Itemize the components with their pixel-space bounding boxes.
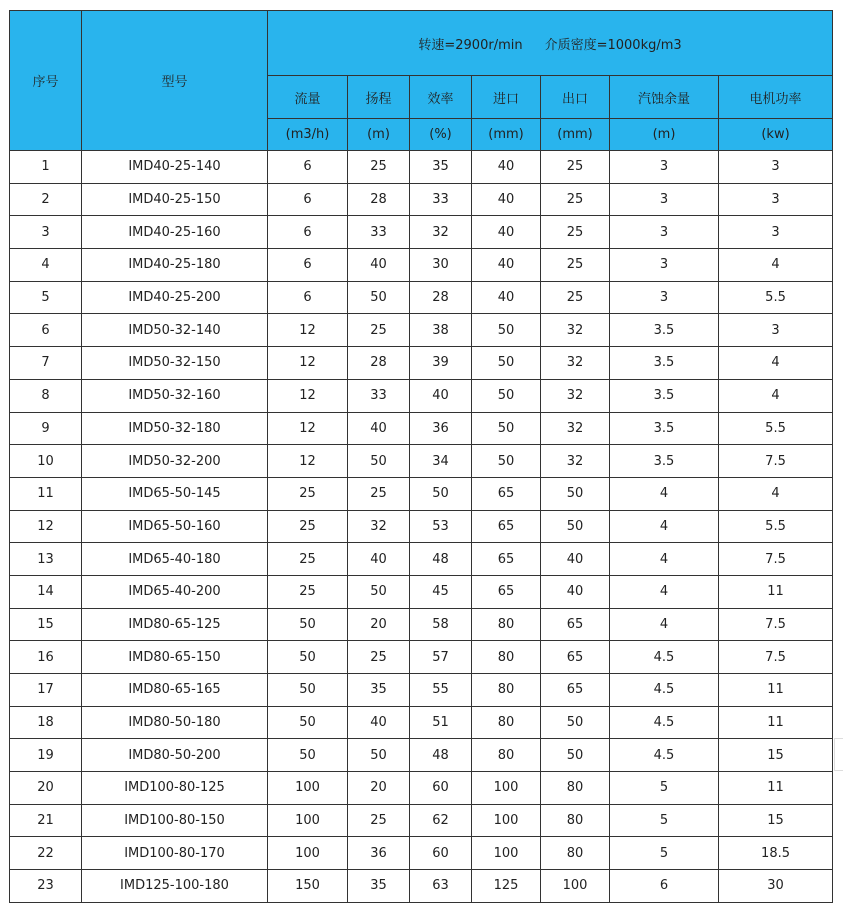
cell-model: IMD65-40-200 [82, 575, 268, 608]
cell-head: 32 [348, 510, 410, 543]
cell-head: 25 [348, 151, 410, 184]
cell-npsh: 5 [610, 837, 719, 870]
table-row [10, 837, 833, 870]
cell-flow: 12 [268, 412, 348, 445]
unit-head: (m) [348, 119, 410, 151]
cell-head: 33 [348, 379, 410, 412]
cell-inlet: 40 [472, 183, 541, 216]
cell-outlet: 50 [541, 477, 610, 510]
cell-motor-power: 4 [719, 477, 833, 510]
cell-npsh: 4 [610, 510, 719, 543]
cell-index: 11 [10, 477, 82, 510]
cell-npsh: 4.5 [610, 739, 719, 772]
cell-efficiency: 60 [410, 837, 472, 870]
cell-outlet: 25 [541, 249, 610, 282]
cell-index: 3 [10, 216, 82, 249]
cell-outlet: 65 [541, 608, 610, 641]
cell-flow: 50 [268, 674, 348, 707]
cell-outlet: 65 [541, 674, 610, 707]
cell-model: IMD50-32-200 [82, 445, 268, 478]
cell-head: 35 [348, 870, 410, 903]
cell-npsh: 3 [610, 216, 719, 249]
cell-model: IMD80-65-125 [82, 608, 268, 641]
table-row [10, 772, 833, 805]
cell-model: IMD125-100-180 [82, 870, 268, 903]
cell-inlet: 125 [472, 870, 541, 903]
cell-flow: 50 [268, 739, 348, 772]
cell-outlet: 25 [541, 216, 610, 249]
cell-head: 40 [348, 249, 410, 282]
cell-npsh: 3.5 [610, 445, 719, 478]
cell-model: IMD50-32-180 [82, 412, 268, 445]
cell-flow: 25 [268, 543, 348, 576]
cell-motor-power: 5.5 [719, 510, 833, 543]
cell-efficiency: 33 [410, 183, 472, 216]
table-row [10, 739, 833, 772]
table-row [10, 216, 833, 249]
cell-efficiency: 39 [410, 347, 472, 380]
unit-flow: (m3/h) [268, 119, 348, 151]
cell-head: 40 [348, 412, 410, 445]
cell-head: 20 [348, 772, 410, 805]
table-row [10, 314, 833, 347]
cell-model: IMD40-25-200 [82, 281, 268, 314]
cell-index: 22 [10, 837, 82, 870]
header-model: 型号 [82, 11, 268, 151]
unit-npsh: (m) [610, 119, 719, 151]
cell-head: 50 [348, 445, 410, 478]
cell-inlet: 50 [472, 445, 541, 478]
cell-npsh: 4 [610, 608, 719, 641]
cell-head: 28 [348, 347, 410, 380]
header-flow: 流量 [268, 76, 348, 119]
cell-efficiency: 63 [410, 870, 472, 903]
cell-flow: 25 [268, 575, 348, 608]
cell-inlet: 50 [472, 379, 541, 412]
cell-index: 6 [10, 314, 82, 347]
cell-motor-power: 4 [719, 347, 833, 380]
cell-flow: 12 [268, 445, 348, 478]
cell-index: 18 [10, 706, 82, 739]
table-row [10, 870, 833, 903]
cell-efficiency: 62 [410, 804, 472, 837]
cell-npsh: 4 [610, 575, 719, 608]
table-row [10, 347, 833, 380]
cell-efficiency: 48 [410, 739, 472, 772]
table-row [10, 281, 833, 314]
cell-motor-power: 3 [719, 151, 833, 184]
unit-efficiency: (%) [410, 119, 472, 151]
cell-model: IMD40-25-180 [82, 249, 268, 282]
cell-motor-power: 30 [719, 870, 833, 903]
cell-flow: 12 [268, 314, 348, 347]
cell-efficiency: 57 [410, 641, 472, 674]
cell-motor-power: 3 [719, 183, 833, 216]
table-row [10, 804, 833, 837]
cell-inlet: 80 [472, 641, 541, 674]
cell-model: IMD80-50-200 [82, 739, 268, 772]
cell-flow: 50 [268, 706, 348, 739]
cell-motor-power: 7.5 [719, 445, 833, 478]
cell-efficiency: 40 [410, 379, 472, 412]
cell-head: 20 [348, 608, 410, 641]
table-row [10, 412, 833, 445]
cell-inlet: 100 [472, 837, 541, 870]
cell-inlet: 40 [472, 249, 541, 282]
cell-npsh: 3 [610, 183, 719, 216]
table-row [10, 379, 833, 412]
cell-outlet: 25 [541, 281, 610, 314]
cell-npsh: 3 [610, 249, 719, 282]
cell-outlet: 65 [541, 641, 610, 674]
header-inlet: 进口 [472, 76, 541, 119]
cell-index: 15 [10, 608, 82, 641]
cell-model: IMD65-40-180 [82, 543, 268, 576]
cell-npsh: 4 [610, 477, 719, 510]
cell-efficiency: 45 [410, 575, 472, 608]
cell-model: IMD65-50-160 [82, 510, 268, 543]
cell-model: IMD40-25-150 [82, 183, 268, 216]
cell-efficiency: 50 [410, 477, 472, 510]
cell-efficiency: 48 [410, 543, 472, 576]
cell-index: 14 [10, 575, 82, 608]
cell-outlet: 25 [541, 151, 610, 184]
cell-flow: 12 [268, 347, 348, 380]
cell-inlet: 80 [472, 674, 541, 707]
table-header [10, 11, 833, 151]
cell-motor-power: 3 [719, 216, 833, 249]
cell-npsh: 3.5 [610, 412, 719, 445]
cell-index: 8 [10, 379, 82, 412]
cell-inlet: 50 [472, 314, 541, 347]
cell-outlet: 32 [541, 412, 610, 445]
cell-flow: 6 [268, 216, 348, 249]
pump-spec-table [9, 10, 833, 903]
cell-npsh: 3 [610, 281, 719, 314]
table-row [10, 477, 833, 510]
cell-head: 28 [348, 183, 410, 216]
cell-efficiency: 38 [410, 314, 472, 347]
cell-index: 19 [10, 739, 82, 772]
cell-efficiency: 30 [410, 249, 472, 282]
cell-efficiency: 35 [410, 151, 472, 184]
cell-outlet: 40 [541, 543, 610, 576]
header-motor-power: 电机功率 [719, 76, 833, 119]
header-head: 扬程 [348, 76, 410, 119]
cell-outlet: 80 [541, 804, 610, 837]
cell-outlet: 80 [541, 837, 610, 870]
cell-motor-power: 18.5 [719, 837, 833, 870]
cell-flow: 25 [268, 510, 348, 543]
cell-head: 25 [348, 641, 410, 674]
table-row [10, 445, 833, 478]
cell-flow: 6 [268, 281, 348, 314]
header-index: 序号 [10, 11, 82, 151]
cell-npsh: 5 [610, 804, 719, 837]
unit-inlet: (mm) [472, 119, 541, 151]
table-row [10, 641, 833, 674]
cell-model: IMD50-32-140 [82, 314, 268, 347]
cell-npsh: 4 [610, 543, 719, 576]
cell-head: 50 [348, 281, 410, 314]
header-npsh: 汽蚀余量 [610, 76, 719, 119]
header-outlet: 出口 [541, 76, 610, 119]
cell-index: 12 [10, 510, 82, 543]
table-body [10, 151, 833, 903]
cell-efficiency: 36 [410, 412, 472, 445]
cell-npsh: 4.5 [610, 706, 719, 739]
cell-index: 20 [10, 772, 82, 805]
cell-index: 5 [10, 281, 82, 314]
cell-index: 17 [10, 674, 82, 707]
cell-outlet: 50 [541, 706, 610, 739]
cell-index: 4 [10, 249, 82, 282]
cell-motor-power: 7.5 [719, 641, 833, 674]
cell-motor-power: 5.5 [719, 281, 833, 314]
cell-flow: 25 [268, 477, 348, 510]
cell-npsh: 3.5 [610, 379, 719, 412]
table-row [10, 510, 833, 543]
cell-inlet: 65 [472, 543, 541, 576]
cell-outlet: 40 [541, 575, 610, 608]
table-row [10, 249, 833, 282]
cell-npsh: 4.5 [610, 641, 719, 674]
cell-motor-power: 11 [719, 772, 833, 805]
cell-outlet: 25 [541, 183, 610, 216]
cell-index: 9 [10, 412, 82, 445]
cell-index: 10 [10, 445, 82, 478]
cell-inlet: 80 [472, 608, 541, 641]
cell-model: IMD80-65-165 [82, 674, 268, 707]
cell-head: 40 [348, 543, 410, 576]
cell-index: 21 [10, 804, 82, 837]
cell-index: 16 [10, 641, 82, 674]
cell-model: IMD80-65-150 [82, 641, 268, 674]
cell-motor-power: 5.5 [719, 412, 833, 445]
cell-efficiency: 53 [410, 510, 472, 543]
condition-speed: 转速=2900r/min [418, 37, 523, 53]
cell-outlet: 50 [541, 739, 610, 772]
edge-scroll-marker [834, 738, 843, 771]
cell-model: IMD100-80-170 [82, 837, 268, 870]
cell-outlet: 32 [541, 347, 610, 380]
cell-npsh: 3.5 [610, 314, 719, 347]
cell-head: 25 [348, 314, 410, 347]
cell-efficiency: 58 [410, 608, 472, 641]
cell-head: 36 [348, 837, 410, 870]
cell-efficiency: 32 [410, 216, 472, 249]
cell-head: 25 [348, 477, 410, 510]
table-row [10, 608, 833, 641]
cell-npsh: 3 [610, 151, 719, 184]
cell-model: IMD50-32-150 [82, 347, 268, 380]
cell-inlet: 40 [472, 151, 541, 184]
cell-model: IMD65-50-145 [82, 477, 268, 510]
cell-model: IMD100-80-150 [82, 804, 268, 837]
cell-index: 23 [10, 870, 82, 903]
cell-inlet: 80 [472, 706, 541, 739]
cell-motor-power: 4 [719, 379, 833, 412]
cell-outlet: 50 [541, 510, 610, 543]
header-efficiency: 效率 [410, 76, 472, 119]
cell-flow: 6 [268, 249, 348, 282]
cell-flow: 50 [268, 641, 348, 674]
cell-head: 25 [348, 804, 410, 837]
table-row [10, 183, 833, 216]
cell-index: 7 [10, 347, 82, 380]
cell-flow: 100 [268, 837, 348, 870]
cell-flow: 100 [268, 804, 348, 837]
cell-efficiency: 51 [410, 706, 472, 739]
cell-flow: 100 [268, 772, 348, 805]
cell-index: 13 [10, 543, 82, 576]
cell-inlet: 100 [472, 804, 541, 837]
table-row [10, 706, 833, 739]
table-row [10, 151, 833, 184]
cell-head: 35 [348, 674, 410, 707]
unit-motor-power: (kw) [719, 119, 833, 151]
cell-motor-power: 4 [719, 249, 833, 282]
cell-model: IMD40-25-160 [82, 216, 268, 249]
cell-model: IMD40-25-140 [82, 151, 268, 184]
cell-inlet: 40 [472, 281, 541, 314]
condition-density: 介质密度=1000kg/m3 [544, 37, 682, 53]
cell-head: 40 [348, 706, 410, 739]
operating-conditions [268, 11, 833, 76]
cell-inlet: 100 [472, 772, 541, 805]
cell-motor-power: 7.5 [719, 543, 833, 576]
cell-motor-power: 15 [719, 739, 833, 772]
cell-index: 1 [10, 151, 82, 184]
table-row [10, 575, 833, 608]
cell-outlet: 100 [541, 870, 610, 903]
table-row [10, 543, 833, 576]
cell-npsh: 4.5 [610, 674, 719, 707]
cell-npsh: 3.5 [610, 347, 719, 380]
unit-outlet: (mm) [541, 119, 610, 151]
cell-inlet: 50 [472, 347, 541, 380]
cell-flow: 6 [268, 151, 348, 184]
cell-head: 50 [348, 575, 410, 608]
cell-npsh: 6 [610, 870, 719, 903]
cell-outlet: 32 [541, 445, 610, 478]
cell-flow: 150 [268, 870, 348, 903]
cell-motor-power: 11 [719, 706, 833, 739]
cell-npsh: 5 [610, 772, 719, 805]
cell-motor-power: 15 [719, 804, 833, 837]
cell-inlet: 40 [472, 216, 541, 249]
cell-efficiency: 55 [410, 674, 472, 707]
cell-inlet: 65 [472, 477, 541, 510]
cell-flow: 12 [268, 379, 348, 412]
cell-inlet: 65 [472, 575, 541, 608]
cell-outlet: 80 [541, 772, 610, 805]
cell-model: IMD50-32-160 [82, 379, 268, 412]
cell-motor-power: 3 [719, 314, 833, 347]
cell-flow: 50 [268, 608, 348, 641]
cell-efficiency: 60 [410, 772, 472, 805]
cell-outlet: 32 [541, 379, 610, 412]
cell-outlet: 32 [541, 314, 610, 347]
cell-efficiency: 34 [410, 445, 472, 478]
cell-head: 50 [348, 739, 410, 772]
cell-model: IMD100-80-125 [82, 772, 268, 805]
cell-inlet: 65 [472, 510, 541, 543]
cell-inlet: 80 [472, 739, 541, 772]
cell-inlet: 50 [472, 412, 541, 445]
cell-motor-power: 11 [719, 575, 833, 608]
cell-efficiency: 28 [410, 281, 472, 314]
cell-motor-power: 11 [719, 674, 833, 707]
cell-model: IMD80-50-180 [82, 706, 268, 739]
table-row [10, 674, 833, 707]
cell-motor-power: 7.5 [719, 608, 833, 641]
cell-index: 2 [10, 183, 82, 216]
cell-head: 33 [348, 216, 410, 249]
cell-flow: 6 [268, 183, 348, 216]
